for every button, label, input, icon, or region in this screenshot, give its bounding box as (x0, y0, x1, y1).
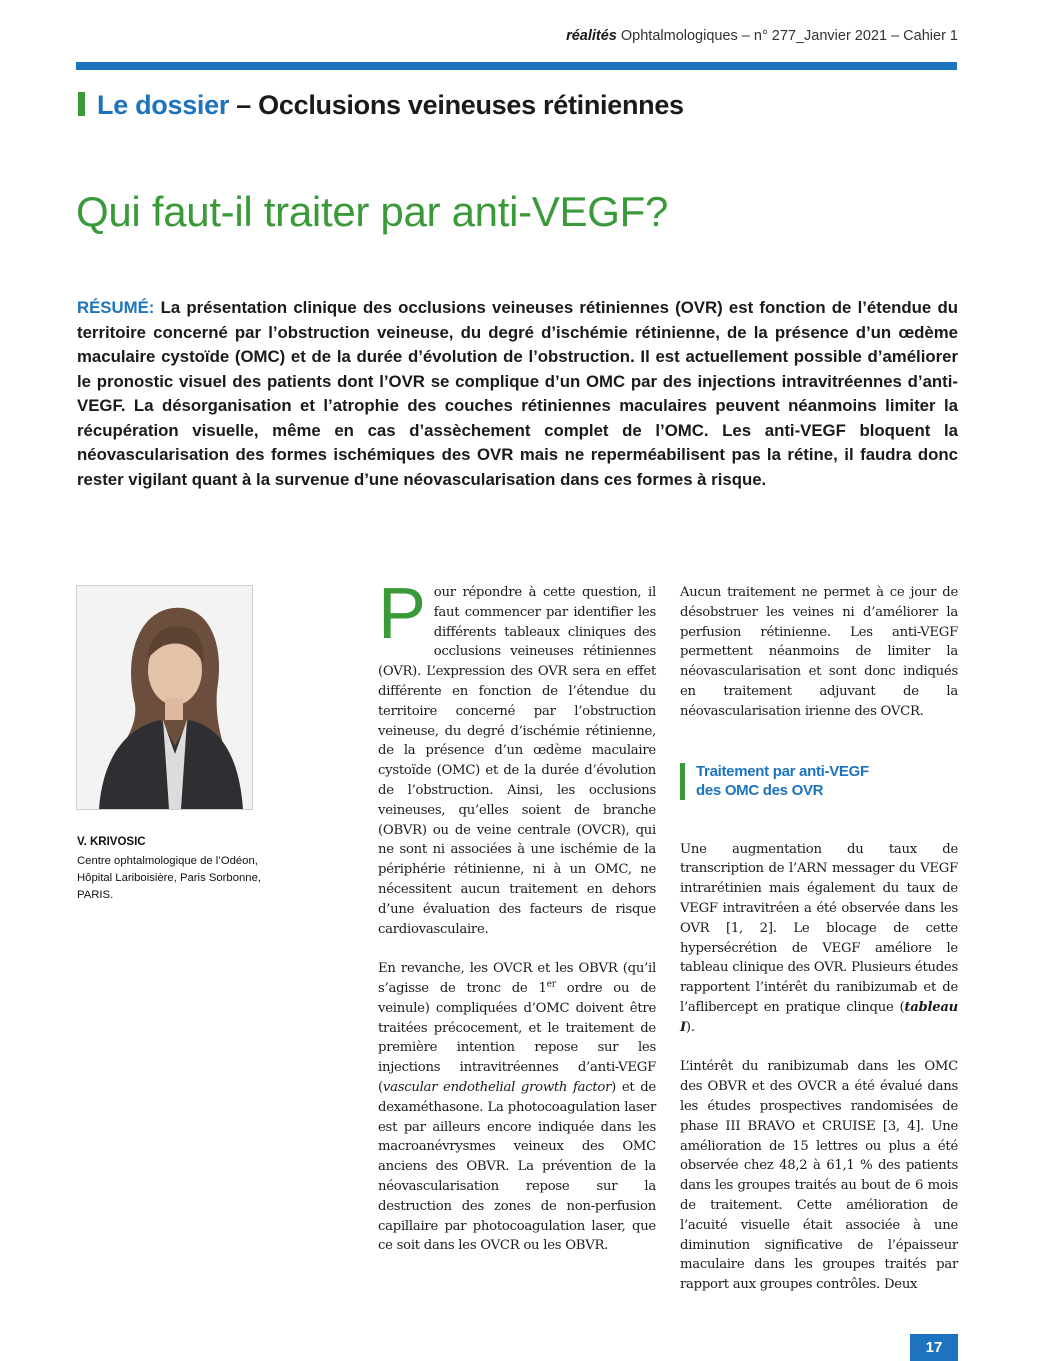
section-topic: – Occlusions veineuses rétiniennes (229, 90, 684, 120)
paragraph-text: ) et de dexaméthasone. La photocoagulation laser est par ailleurs encore indiquée dans les macroanévrysmes veineux des OMC anciens des OBVR. La prévention de la néovascularisation repose sur la destruction des zones de non-perfusion capillaire par photocoagulation laser, que ce soit dans les OVCR ou les OBVR. (378, 1079, 656, 1254)
body-paragraph: Aucun traitement ne permet à ce jour de désobstruer les veines ni d’améliorer la perfusion rétinienne. Les anti-VEGF permettent néanmoins de limiter la néovascularisation et sont donc indiqués en traitement adjuvant de la néovascularisation irienne des OVCR. (680, 585, 958, 719)
author-photo (76, 585, 253, 810)
section-kicker: Le dossier (97, 90, 230, 120)
affiliation-line: Centre ophtalmologique de l’Odéon, (77, 855, 258, 867)
intro-paragraph (378, 574, 656, 939)
abstract (77, 296, 958, 492)
author-affiliation (77, 853, 277, 904)
author-name: V. KRIVOSIC (77, 836, 146, 848)
subsection-heading (680, 762, 958, 800)
paragraph-text: ordre ou de veinule) compliquées d’OMC doivent être traitées précocement, et le traitement de première intention repose sur les injections intravitréennes d’anti-VEGF ( (378, 980, 656, 1095)
section-heading (78, 90, 684, 121)
table-reference[interactable]: tableau I (680, 999, 958, 1035)
abstract-text: La présentation clinique des occlusions veineuses rétiniennes (OVR) est fonction de l’étendue du territoire concerné par l’obstruction veineuse, du degré d’ischémie rétinienne, de la présence d’un œdème maculaire cystoïde (OMC) et de la durée d’évolution de l’obstruction. Il est actuellement possible d’améliorer le pronostic visuel des patients dont l’OVR se complique d’un OMC par des injections intravitréennes d’anti-VEGF. La désorganisation et l’atrophie des couches rétiniennes maculaires peuvent néanmoins limiter la récupération visuelle, même en cas d’assèchement complet de l’OMC. Les anti-VEGF bloquent la néovascularisation des formes ischémiques des OVR mais ne reperméabilisent pas la rétine, il faudra donc rester vigilant quant à la survenue d’une néovascularisation dans ces formes à risque. (77, 298, 958, 489)
abstract-label: RÉSUMÉ: (77, 298, 155, 317)
italic-term: vascular endothelial growth factor (382, 1079, 612, 1095)
author-portrait-illustration (77, 586, 252, 809)
subheading-marker (680, 763, 685, 800)
header-rule (76, 62, 957, 70)
dropcap: P (378, 574, 426, 654)
section-marker (78, 92, 85, 116)
paragraph-text: ). (685, 1019, 695, 1035)
affiliation-line: Hôpital Lariboisière, Paris Sorbonne, (77, 872, 261, 884)
subheading-line: Traitement par anti-VEGF (696, 762, 869, 780)
journal-brand: réalités (566, 28, 617, 44)
paragraph-text: Une augmentation du taux de transcription de l’ARN messager du VEGF intrarétinien mais également du taux de VEGF intravitréen a été observée dans les OVR [1, 2]. Le blocage de cette hypersécrétion de VEGF améliore le tableau clinique des OVR. Plusieurs études rapportent l’intérêt du ranibizumab et de l’aflibercept en pratique clinque ( (680, 841, 958, 1015)
paragraph-text: our répondre à cette question, il faut commencer par identifier les différents tableaux cliniques des occlusions veineuses rétiniennes (OVR). L’expression des OVR sera en effet différente en fonction de l’étendue du territoire concerné par l’obstruction veineuse, du degré d’ischémie rétinienne, de la présence d’un œdème maculaire cystoïde (OMC) et de la durée d’évolution de l’obstruction. Ainsi, les occlusions veineuses, qu’elles soient de branche (OBVR) ou de veine centrale (OVCR), qui ne sont ni associées à une ischémie de la périphérie rétinienne, ni à un OMC, ne nécessitent aucun traitement en dehors d’une évaluation des facteurs de risque cardiovasculaire. (378, 585, 656, 937)
body-column-right (680, 583, 958, 1295)
body-column-middle (378, 574, 656, 1256)
article-title: Qui faut-il traiter par anti-VEGF? (76, 188, 669, 235)
page-number: 17 (910, 1334, 958, 1361)
body-paragraph (680, 840, 958, 1038)
running-header (566, 28, 958, 44)
journal-issue: Ophtalmologiques – n° 277_Janvier 2021 – Cahier 1 (616, 28, 958, 44)
body-paragraph (378, 959, 656, 1256)
paragraph-text: En revanche, les OVCR et les OBVR (qu’il s’agisse de tronc de 1 (378, 961, 656, 996)
superscript: er (546, 979, 556, 990)
body-paragraph: L’intérêt du ranibizumab dans les OMC des OBVR et des OVCR a été évalué dans les études prospectives randomisées de phase III BRAVO et CRUISE [3, 4]. Une amélioration de 15 lettres ou plus a été observée chez 48,2 à 61,1 % des patients dans les groupes traités au bout de 6 mois de traitement. Cette amélioration de l’acuité visuelle était associée à une diminution significative de l’épaisseur maculaire dans les groupes traités par rapport aux groupes contrôles. Deux (680, 1059, 958, 1293)
subheading-line: des OMC des OVR (696, 781, 824, 799)
affiliation-line: PARIS. (77, 889, 114, 901)
